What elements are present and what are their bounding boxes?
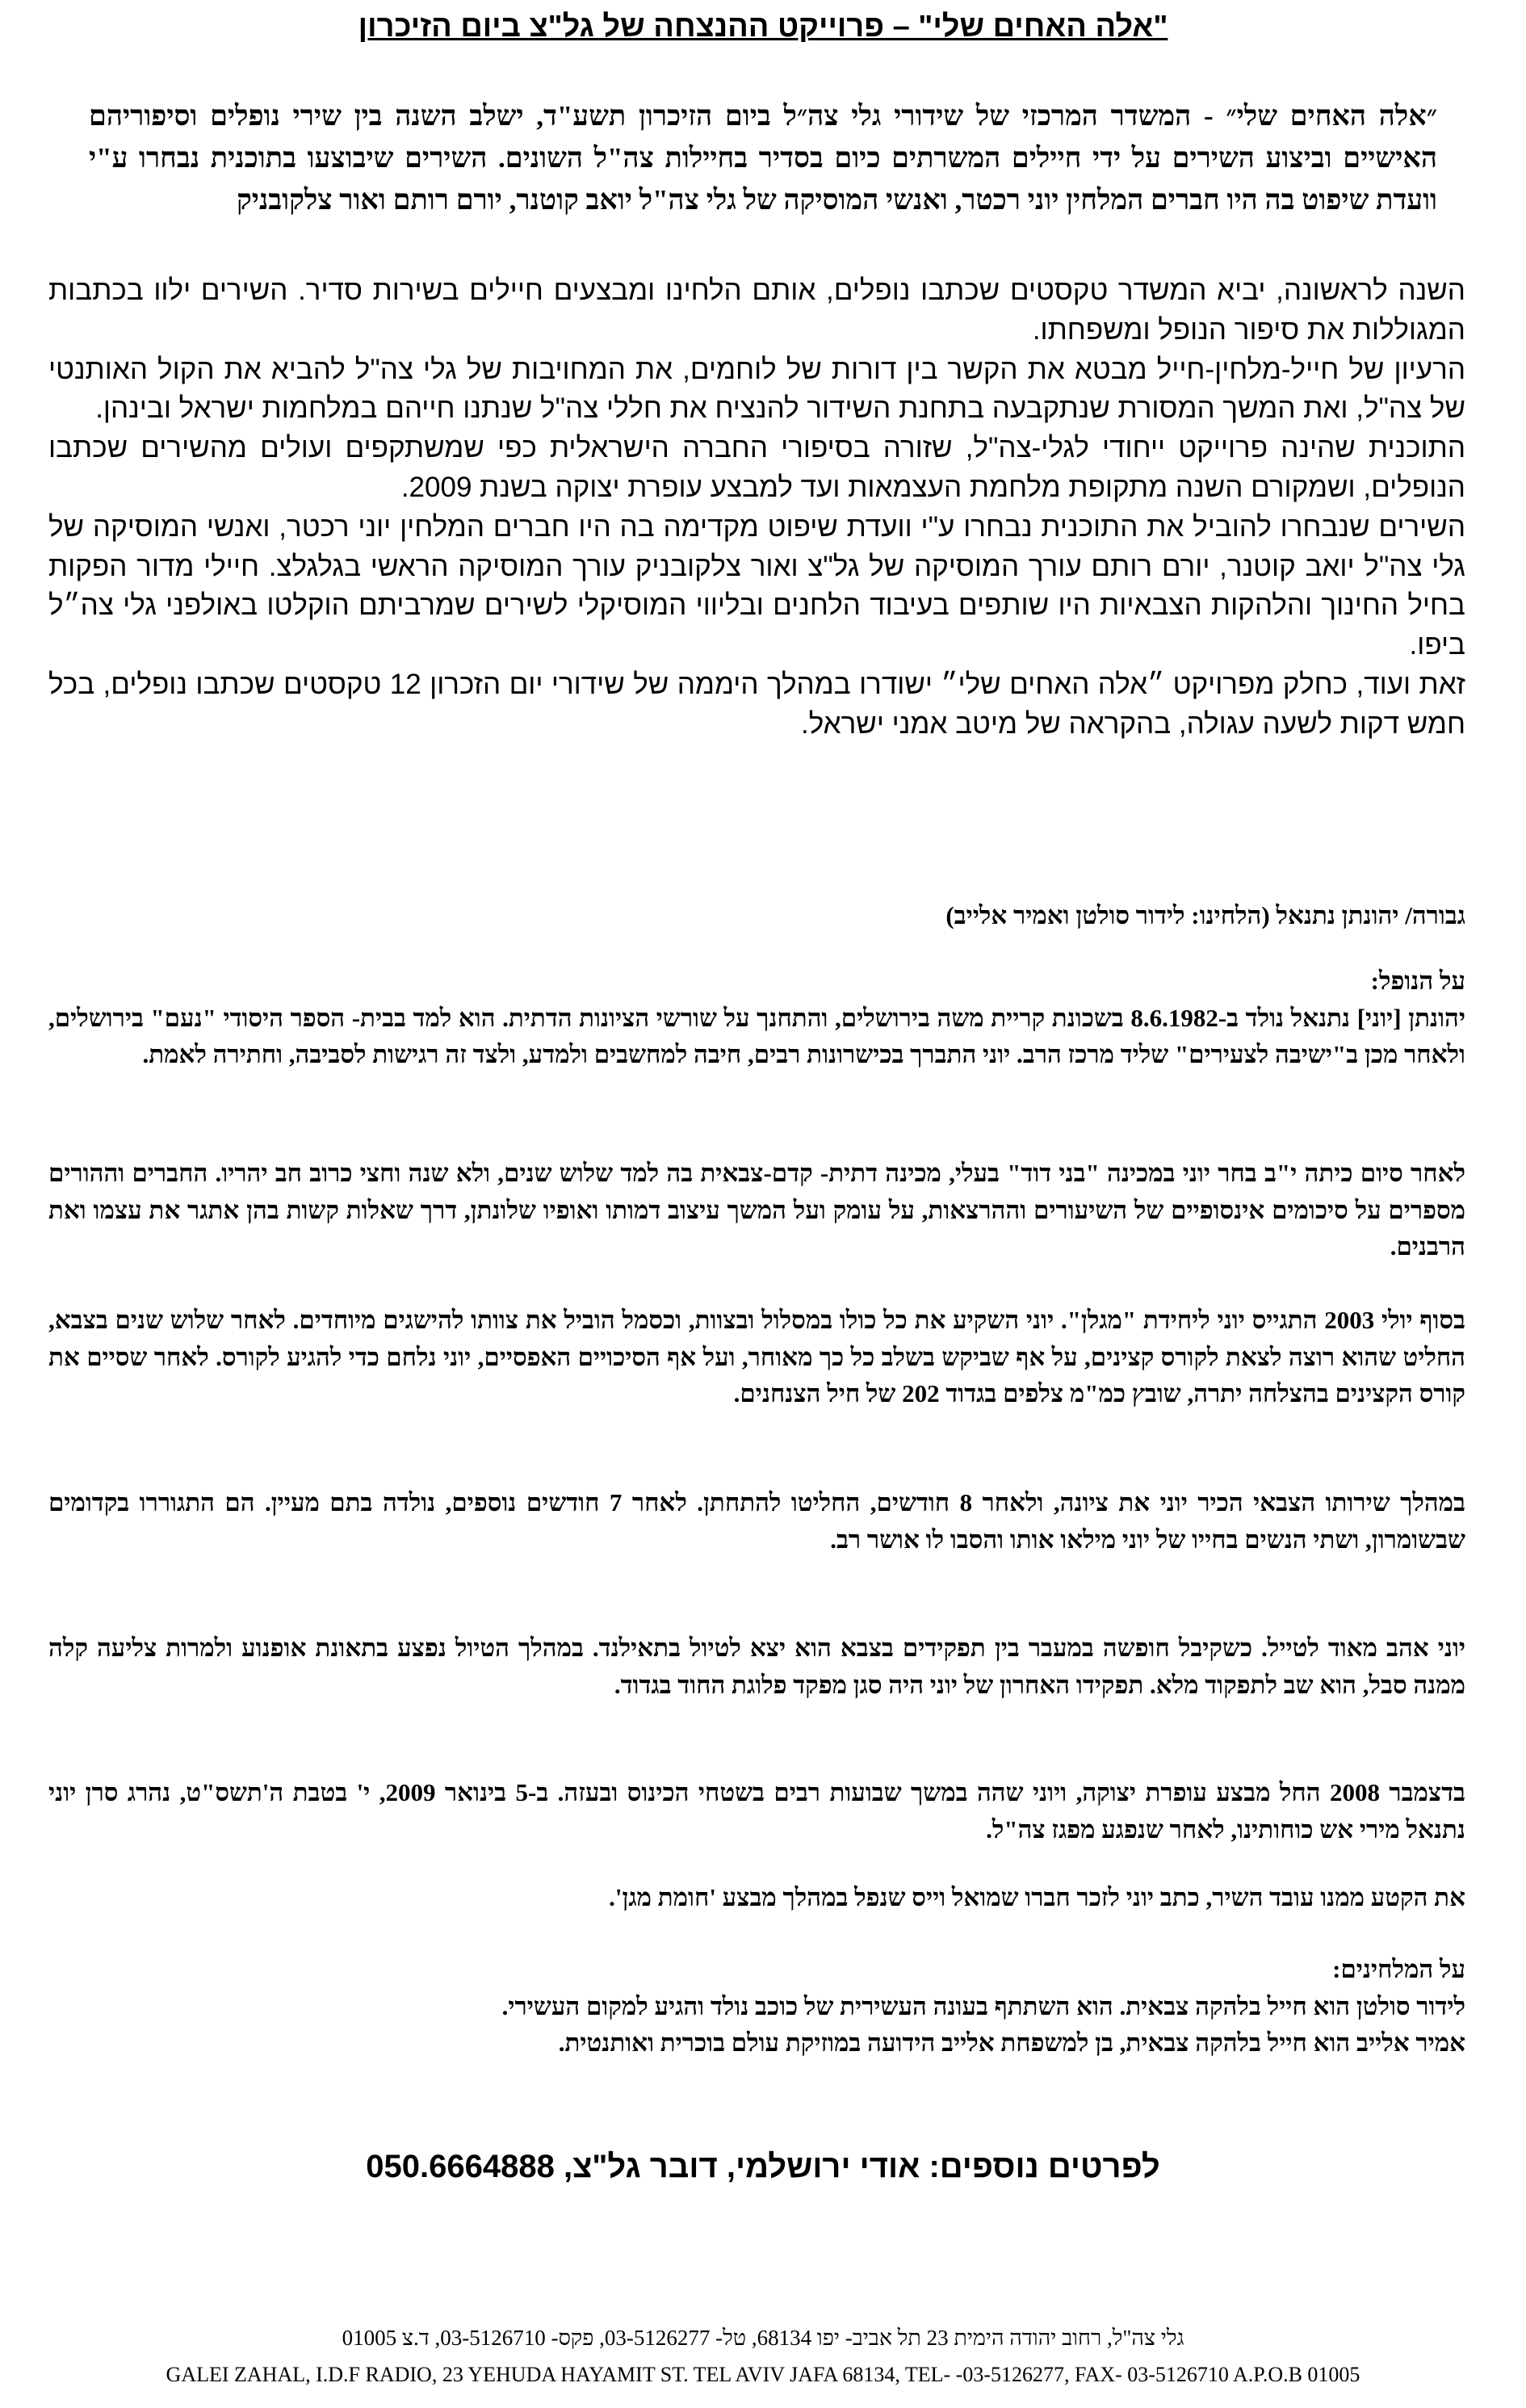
lead-paragraph: ״אלה האחים שלי״ - המשדר המרכזי של שידורי גלי צה״ל ביום הזיכרון תשע"ד, ישלב השנה בין שירי נופלים וסיפוריהם האישיים וביצוע השירים על ידי חיילים המשרתים כיום בסדיר בחיילות צה"ל השונים. השירים שיבוצעו בתוכנית נבחרו ע"י וועדת שיפוט בה היו חברים המלחין יוני רכטר, ואנשי המוסיקה של גלי צה"ל יואב קוטנר, יורם רותם ואור צלקובניק [89, 100, 1437, 216]
contact-line: לפרטים נוספים: אודי ירושלמי, דובר גל"צ, 050.6664888 [366, 2149, 1160, 2184]
fallen-paragraph: יהונתן [יוני] נתנאל נולד ב-8.6.1982 בשכונת קריית משה בירושלים, והתחנך על שורשי הציונות הדתית. הוא למד בבית- הספר היסודי "נעם" בירושלים, ולאחר מכן ב"ישיבה לצעירים" שליד מרכז הרב. יוני התברך בכישרונות רבים, חיבה למחשבים ולמדע, ולצד זה רגישות לסביבה, וחתירה לאמת. [48, 1003, 1465, 1068]
fallen-paragraph: בסוף יולי 2003 התגייס יוני ליחידת "מגלן". יוני השקיע את כל כולו במסלול ובצוות, וכסמל הוביל את צוותו להישגים מיוחדים. לאחר שלוש שנים בצבא, החליט שהוא רוצה לצאת לקורס קצינים, על אף שביקש בשלב כל כך מאוחר, ועל אף הסיכויים האפסיים, יוני נלחם כדי להגיע לקורס. לאחר שסיים את קורס הקצינים בהצלחה יתרה, שובץ כמ"מ צלפים בגדוד 202 של חיל הצנחנים. [48, 1306, 1465, 1407]
footer-address-hebrew: גלי צה"ל, רחוב יהודה הימית 23 תל אביב- יפו 68134, טל- 03-5126277, פקס- 03-5126710, ד.צ 01005 [342, 2326, 1184, 2350]
intro-paragraph: השירים שנבחרו להוביל את התוכנית נבחרו ע"י וועדת שיפוט מקדימה בה היו חברים המלחין יוני רכטר, ואנשי המוסיקה של גלי צה"ל יואב קוטנר, יורם רותם עורך המוסיקה של גל"צ ואור צלקובניק עורך המוסיקה הראשי בגלגלצ. חיילי מדור הפקות בחיל החינוך והלהקות הצבאיות היו שותפים בעיבוד הלחנים ובליווי המוסיקלי לשירים שמרביתם הוקלטו באולפני גלי צה״ל ביפו. [48, 510, 1465, 661]
fallen-paragraph: לאחר סיום כיתה י"ב בחר יוני במכינה "בני דוד" בעלי, מכינה דתית- קדם-צבאית בה למד שלוש שנים, ולא שנה וחצי כרוב חב יהריו. החברים וההורים מספרים על סיכומים אינסופיים של השיעורים וההרצאות, על עומק ועל המשך עיצוב דמותו ואופיו שלונתן, דרך שאלות קשות בהן אתגר את עצמו ואת הרבנים. [48, 1159, 1465, 1261]
composer-paragraph: לידור סולטן הוא חייל בלהקה צבאית. הוא השתתף בעונה העשירית של כוכב נולד והגיע למקום העשירי. [501, 1991, 1465, 2020]
document-title: "אלה האחים שלי" – פרוייקט ההנצחה של גל"צ ביום הזיכרון [358, 10, 1168, 44]
fallen-paragraph: את הקטע ממנו עובד השיר, כתב יוני לזכר חברו שמואל וייס שנפל במהלך מבצע 'חומת מגן'. [609, 1883, 1465, 1911]
fallen-paragraph: בדצמבר 2008 החל מבצע עופרת יצוקה, ויוני שהה במשך שבועות רבים בשטחי הכינוס ובעזה. ב-5 בינואר 2009, י' בטבת ה'תשס"ט, נהרג סרן יוני נתנאל מירי אש כוחותינו, לאחר שנפגע מפגז צה"ל. [48, 1778, 1465, 1844]
intro-paragraph: הרעיון של חייל-מלחין-חייל מבטא את הקשר בין דורות של לוחמים, את המחויבות של גלי צה"ל להביא את הקול האותנטי של צה"ל, ואת המשך המסורת שנתקבעה בתחנת השידור להנציח את חללי צה"ל שנתנו חייהם במלחמות ישראל ובינהן. [48, 353, 1465, 425]
intro-paragraph: השנה לראשונה, יביא המשדר טקסטים שכתבו נופלים, אותם הלחינו ומבצעים חיילים בשירות סדיר. השירים ילוו בכתבות המגוללות את סיפור הנופל ומשפחתו. [48, 275, 1465, 346]
intro-paragraph: התוכנית שהינה פרוייקט ייחודי לגלי-צה"ל, שזורה בסיפורי החברה הישראלית כפי שמשתקפים ועולים מהשירים שכתבו הנופלים, ושמקורם השנה מתקופת מלחמת העצמאות ועד למבצע עופרת יצוקה בשנת 2009. [48, 432, 1465, 503]
intro-paragraph: זאת ועוד, כחלק מפרויקט ״אלה האחים שלי״ ישודרו במהלך היממה של שידורי יום הזכרון 12 טקסטים שכתבו נופלים, בכל חמש דקות לשעה עגולה, בהקראה של מיטב אמני ישראל. [48, 668, 1465, 740]
fallen-heading: על הנופל: [1370, 967, 1465, 995]
fallen-paragraph: יוני אהב מאוד לטייל. כשקיבל חופשה במעבר בין תפקידים בצבא הוא יצא לטיול בתאילנד. במהלך הטיול נפצע בתאונת אופנוע ולמרות צליעה קלה ממנה סבל, הוא שב לתפקוד מלא. תפקידו האחרון של יוני היה סגן מפקד פלוגת החוד בגדוד. [48, 1634, 1465, 1699]
fallen-paragraph: במהלך שירותו הצבאי הכיר יוני את ציונה, ולאחר 8 חודשים, החליטו להתחתן. לאחר 7 חודשים נוספים, נולדה בתם מעיין. הם התגוררו בקדומים שבשומרון, ושתי הנשים בחייו של יוני מילאו אותו והסבו לו אושר רב. [48, 1488, 1465, 1554]
fallen-section [48, 963, 1465, 1073]
song-credit: גבורה/ יהונתן נתנאל (הלחינו: לידור סולטן ואמיר אלייב) [945, 901, 1465, 929]
composers-heading: על המלחינים: [1332, 1955, 1465, 1983]
intro-body [48, 271, 1465, 745]
footer-address-english: GALEI ZAHAL, I.D.F RADIO, 23 YEHUDA HAYAMIT ST. TEL AVIV JAFA 68134, TEL- -03-5126277, FAX- 03-5126710 A.P.O.B 01005 [166, 2363, 1360, 2386]
composers-section [48, 1951, 1465, 2062]
composer-paragraph: אמיר אלייב הוא חייל בלהקה צבאית, בן למשפחת אלייב הידועה במוזיקת עולם בוכרית ואותנטית. [558, 2028, 1465, 2057]
